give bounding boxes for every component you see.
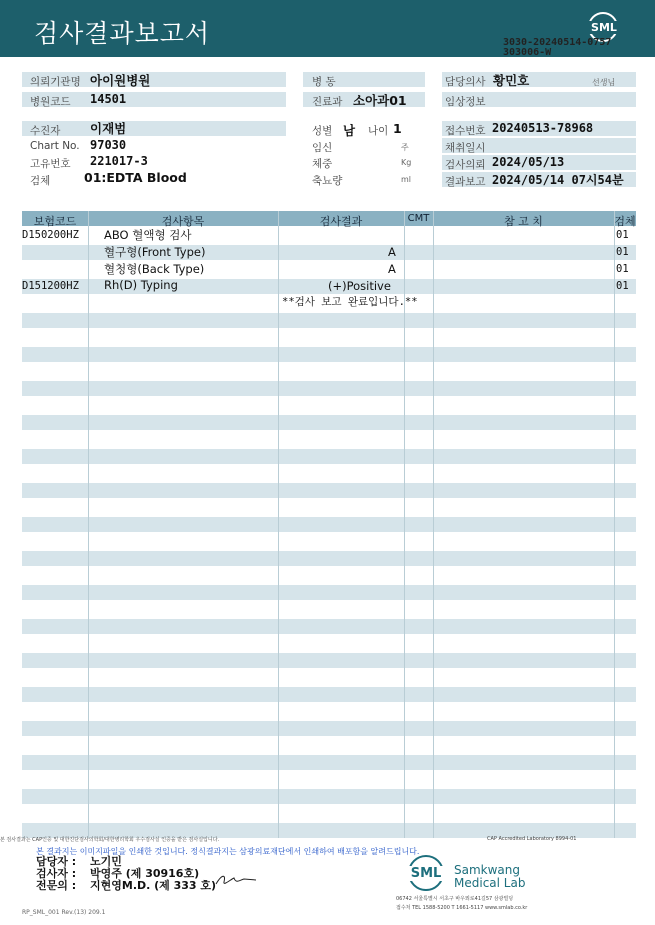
header-insurance-code: 보험코드 [33, 215, 77, 228]
report-header [0, 0, 655, 57]
doctor-suffix: 선생님 [592, 78, 616, 87]
table-row-stripe [22, 415, 636, 430]
table-row-stripe [22, 381, 636, 396]
table-row-stripe [22, 619, 636, 634]
table-row-stripe [22, 551, 636, 566]
specimen-label: 검체 [30, 175, 51, 187]
table-row-stripe [22, 755, 636, 770]
header-reference: 참 고 치 [504, 215, 543, 228]
table-row-stripe [22, 789, 636, 804]
row-result: A [388, 245, 396, 259]
row-item: ABO 혈액형 검사 [104, 228, 192, 242]
row-code: D151200HZ [22, 280, 79, 292]
pregnancy-label: 임신 [312, 142, 333, 154]
report-datetime: 2024/05/14 07시54분 [492, 173, 624, 187]
table-row-stripe [22, 449, 636, 464]
barcode-sub-number: 303006-W [503, 47, 552, 58]
lab-address: 06742 서울특별시 서초구 바우뫼로41길57 삼광빌딩 [396, 896, 514, 902]
header-result: 검사결과 [319, 215, 363, 228]
row-result: A [388, 262, 396, 276]
urine-label: 축뇨량 [312, 175, 343, 187]
urine-unit: ml [401, 175, 412, 184]
row-specimen: 01 [616, 263, 629, 275]
patient-name: 이재범 [90, 121, 127, 136]
lab-phone: 접수처 TEL 1588-5200 T 1661-5117 www.smlab.co.kr [396, 905, 528, 911]
lab-name: Samkwang Medical Lab [454, 863, 526, 890]
receipt-number: 20240513-78968 [492, 121, 594, 135]
id-label: 고유번호 [30, 158, 71, 170]
row-item: 혈구형(Front Type) [104, 245, 206, 259]
code-label: 병원코드 [30, 96, 71, 108]
row-result: (+)Positive [328, 279, 391, 293]
dept-name: 소아과01 [353, 93, 407, 108]
pregnancy-unit: 주 [401, 143, 409, 152]
barcode-number: 3030-20240514-0757 [503, 37, 612, 48]
sex-value: 남 [343, 123, 356, 138]
table-row-stripe [22, 347, 636, 362]
weight-unit: Kg [401, 158, 412, 167]
doctor-label: 담당의사 [445, 76, 486, 88]
collection-label: 채취일시 [445, 142, 486, 154]
row-specimen: 01 [616, 280, 629, 292]
ward-label: 병 동 [312, 76, 336, 88]
table-row-stripe [22, 517, 636, 532]
request-label: 검사의뢰 [445, 159, 486, 171]
samkwang-logo-icon: SML [406, 855, 446, 893]
cap-note: CAP Accredited Laboratory 8994-01 [487, 836, 577, 842]
doctor-name: 황민호 [493, 73, 530, 88]
staff-row: 검사자 : 박영주 (제 30916호) [36, 867, 200, 880]
row-item: Rh(D) Typing [104, 278, 178, 292]
table-row-stripe [22, 483, 636, 498]
certification-note: 본 검사결과는 CAP인증 및 대한진단검사의학회/대한병리학회 우수검사실 인증을 받은 검사실입니다. [0, 837, 220, 843]
report-title: 검사결과보고서 [34, 19, 211, 48]
table-row-stripe [22, 687, 636, 702]
table-row-stripe [22, 585, 636, 600]
row-specimen: 01 [616, 246, 629, 258]
chart-label: Chart No. [30, 140, 80, 152]
row-specimen: 01 [616, 229, 629, 241]
header-cmt: CMT [407, 213, 430, 224]
specimen-value: 01:EDTA Blood [84, 170, 187, 185]
staff-row: 담당자 : 노기민 [36, 855, 122, 868]
clinical-label: 임상정보 [445, 96, 486, 108]
weight-label: 체중 [312, 158, 333, 170]
chart-number: 97030 [90, 138, 127, 152]
patient-id: 221017-3 [90, 154, 148, 168]
hospital-code: 14501 [90, 92, 127, 106]
patient-label: 수진자 [30, 125, 61, 137]
header-specimen: 검체 [614, 215, 636, 228]
form-revision: RP_SML_001 Rev.(13) 209.1 [22, 909, 106, 916]
report-label: 결과보고 [445, 176, 486, 188]
age-value: 1 [393, 121, 402, 136]
request-date: 2024/05/13 [492, 155, 565, 169]
table-row-stripe [22, 721, 636, 736]
header-test-item: 검사항목 [161, 215, 205, 228]
hospital-label: 의뢰기관명 [30, 76, 81, 88]
hospital-name: 아이원병원 [90, 73, 151, 88]
receipt-label: 접수번호 [445, 125, 486, 137]
dept-label: 진료과 [312, 96, 343, 108]
signature-icon [214, 870, 258, 888]
row-code: D150200HZ [22, 229, 79, 241]
sex-label: 성별 [312, 125, 333, 137]
report-complete-note: **검사 보고 완료입니다.** [282, 296, 418, 308]
sml-logo-icon: SML [584, 12, 624, 48]
staff-row: 전문의 : 지현영M.D. (제 333 호) [36, 879, 217, 892]
age-label: 나이 [368, 125, 389, 137]
table-row-stripe [22, 653, 636, 668]
row-item: 혈청형(Back Type) [104, 262, 205, 276]
table-row-stripe [22, 313, 636, 328]
image-print-notice: 본 결과지는 이미지파일을 인쇄한 것입니다. 정식결과지는 삼광의료재단에서 인쇄하여 배포함을 알려드립니다. [36, 847, 420, 856]
